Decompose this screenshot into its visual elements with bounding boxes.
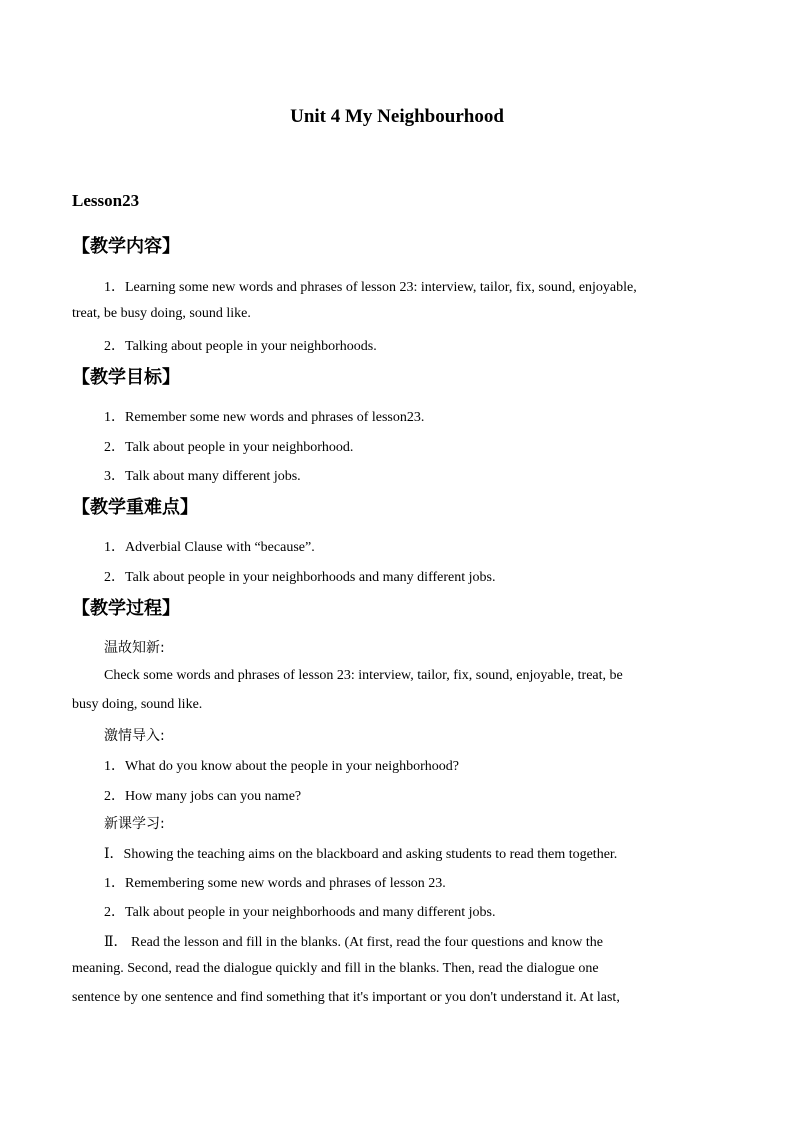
goal-line-3: 3．Talk about many different jobs. bbox=[104, 469, 301, 484]
intro-line-2: 2．How many jobs can you name? bbox=[104, 789, 302, 804]
new-lesson-line-2: 2．Talk about people in your neighborhoods and many different jobs. bbox=[104, 905, 496, 920]
content-line-1a: 1．Learning some new words and phrases of lesson 23: interview, tailor, fix, sound, enjoyable, bbox=[104, 280, 637, 295]
intro-label: 激情导入: bbox=[104, 728, 165, 744]
content-line-1b: treat, be busy doing, sound like. bbox=[72, 306, 251, 321]
new-lesson-step-I: Ⅰ．Showing the teaching aims on the blackboard and asking students to read them together. bbox=[104, 847, 618, 862]
keypoint-line-1: 1．Adverbial Clause with “because”. bbox=[104, 540, 315, 555]
section-heading-teaching-process: 【教学过程】 bbox=[72, 598, 180, 619]
review-line-b: busy doing, sound like. bbox=[72, 697, 203, 712]
section-heading-teaching-goals: 【教学目标】 bbox=[72, 367, 180, 388]
keypoint-line-2: 2．Talk about people in your neighborhoods and many different jobs. bbox=[104, 570, 496, 585]
intro-line-1: 1．What do you know about the people in your neighborhood? bbox=[104, 759, 459, 774]
new-lesson-step-II-c: sentence by one sentence and find something that it's important or you don't understand it. At last, bbox=[72, 990, 620, 1005]
new-lesson-step-II-a: Ⅱ． Read the lesson and fill in the blanks. (At first, read the four questions and know the bbox=[104, 935, 604, 950]
new-lesson-step-II-b: meaning. Second, read the dialogue quickly and fill in the blanks. Then, read the dialogue one bbox=[72, 961, 599, 976]
review-label: 温故知新: bbox=[104, 640, 165, 656]
lesson-heading: Lesson23 bbox=[72, 191, 140, 210]
content-line-2: 2．Talking about people in your neighborhoods. bbox=[104, 339, 377, 354]
new-lesson-line-1: 1．Remembering some new words and phrases of lesson 23. bbox=[104, 876, 446, 891]
new-lesson-label: 新课学习: bbox=[104, 816, 165, 832]
goal-line-2: 2．Talk about people in your neighborhood. bbox=[104, 440, 354, 455]
review-line-a: Check some words and phrases of lesson 23: interview, tailor, fix, sound, enjoyable, treat, be bbox=[104, 668, 623, 683]
goal-line-1: 1．Remember some new words and phrases of lesson23. bbox=[104, 410, 425, 425]
section-heading-key-points: 【教学重难点】 bbox=[72, 497, 198, 518]
document-title: Unit 4 My Neighbourhood bbox=[290, 106, 504, 127]
section-heading-teaching-content: 【教学内容】 bbox=[72, 236, 180, 257]
